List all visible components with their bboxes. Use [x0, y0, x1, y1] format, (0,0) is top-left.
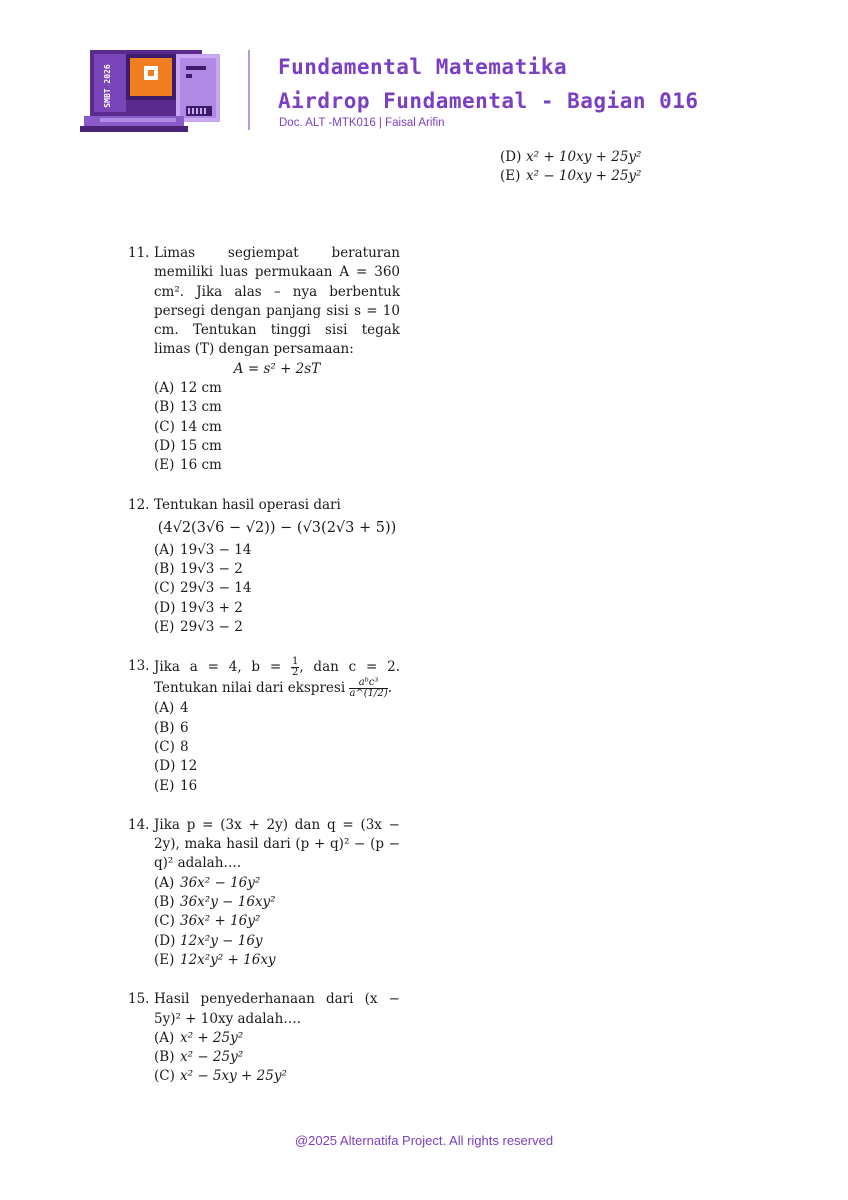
option-text: 14 cm: [180, 418, 222, 435]
option-letter: (D): [154, 437, 176, 454]
page-subtitle: Airdrop Fundamental - Bagian 016: [278, 89, 699, 113]
option-text: 16 cm: [180, 457, 222, 474]
question-12: [128, 496, 400, 638]
fraction-denominator: 2: [291, 667, 299, 679]
page-footer: @2025 Alternatifa Project. All rights reserved: [294, 1133, 554, 1148]
fraction-numerator: 1: [291, 656, 299, 668]
option-item: [128, 1048, 400, 1067]
option-letter: (E): [154, 951, 175, 968]
option-item: [128, 699, 400, 718]
question-number: 13.: [128, 658, 150, 675]
option-letter: (C): [154, 738, 175, 755]
option-letter: (B): [154, 1049, 175, 1066]
option-item: [128, 893, 400, 912]
option-item: [128, 1029, 400, 1048]
option-text: 4: [180, 700, 189, 717]
option-letter: (E): [154, 777, 175, 794]
question-formula: A = s² + 2sT: [233, 360, 321, 377]
option-item: [128, 456, 400, 475]
option-item: [128, 437, 400, 456]
document-info: Doc. ALT -MTK016 | Faisal Arifin: [279, 117, 445, 129]
option-item: [128, 1067, 400, 1086]
option-item: [500, 148, 740, 167]
question-text: Limas segiempat beraturan memiliki luas permukaan A = 360 cm². Jika alas – nya berbentuk persegi dengan panjang sisi s = 10 cm. Tentukan tinggi sisi tegak limas (T) dengan persamaan:: [154, 245, 400, 358]
option-letter: (B): [154, 719, 175, 736]
page-header: [0, 0, 848, 140]
option-text: 29√3 − 2: [180, 619, 243, 636]
expression-denominator: a^(1/2): [349, 688, 388, 700]
header-divider: [248, 50, 250, 130]
question-text: Tentukan hasil operasi dari: [154, 496, 341, 513]
option-text: x² − 25y²: [180, 1049, 244, 1066]
question-formula: (4√2(3√6 − √2)) − (√3(2√3 + 5)): [157, 519, 397, 536]
question-text: Hasil penyederhanaan dari (x − 5y)² + 10xy adalah….: [154, 991, 400, 1027]
question-text: [154, 657, 400, 699]
option-letter: (D): [500, 149, 522, 165]
option-text: 16: [180, 777, 198, 794]
option-text: 13 cm: [180, 399, 222, 416]
question-text-part: .: [387, 680, 392, 697]
question-number: 15.: [128, 991, 150, 1008]
option-text: 36x² + 16y²: [180, 913, 261, 930]
question-number: 12.: [128, 496, 150, 513]
question-number: 11.: [128, 245, 150, 261]
option-item: [128, 738, 400, 757]
question-11: [128, 244, 400, 476]
question-14: [128, 816, 400, 970]
option-letter: (B): [154, 894, 175, 911]
option-item: [128, 599, 400, 618]
page-title: Fundamental Matematika: [278, 55, 568, 79]
option-text: 19√3 − 14: [180, 541, 252, 558]
option-item: [128, 541, 400, 560]
option-letter: (D): [154, 932, 176, 949]
option-letter: (E): [500, 168, 521, 185]
retro-computer-logo: [80, 46, 224, 134]
option-letter: (E): [154, 619, 175, 636]
question-13: [128, 657, 400, 795]
expression-numerator: aᵇc³: [349, 678, 387, 689]
option-letter: (B): [154, 399, 175, 416]
right-column: [500, 148, 740, 187]
option-item: [500, 167, 740, 186]
question-text: Jika p = (3x + 2y) dan q = (3x − 2y), maka hasil dari (p + q)² − (p − q)² adalah….: [154, 816, 400, 872]
option-item: [128, 874, 400, 893]
option-letter: (B): [154, 561, 175, 578]
option-item: [128, 579, 400, 598]
logo-text: SMBT 2026: [103, 64, 112, 108]
option-item: [128, 932, 400, 951]
option-item: [128, 618, 400, 637]
option-item: [128, 757, 400, 776]
option-letter: (A): [154, 541, 175, 558]
option-letter: (A): [154, 700, 175, 717]
question-text-part: , dan c = 2. Tentukan nilai dari ekspresi: [154, 659, 400, 697]
option-letter: (C): [154, 1068, 175, 1085]
option-text: 12x²y − 16y: [180, 932, 263, 949]
option-text: 19√3 + 2: [180, 599, 243, 616]
option-letter: (E): [154, 457, 175, 474]
option-letter: (C): [154, 580, 175, 597]
option-item: [128, 560, 400, 579]
option-text: 36x² − 16y²: [180, 874, 261, 891]
option-letter: (A): [154, 380, 175, 397]
option-item: [128, 398, 400, 417]
option-letter: (A): [154, 874, 175, 891]
question-text-part: Jika a = 4, b =: [154, 659, 291, 676]
option-letter: (D): [154, 758, 176, 775]
option-item: [128, 777, 400, 796]
option-text: 6: [180, 719, 189, 736]
left-column: [128, 244, 400, 1107]
expression-fraction: [349, 678, 387, 699]
question-number: 14.: [128, 816, 150, 833]
option-text: 12 cm: [180, 380, 222, 397]
option-letter: (A): [154, 1029, 175, 1046]
option-item: [128, 379, 400, 398]
option-text: 12: [180, 758, 198, 775]
option-text: x² − 10xy + 25y²: [526, 168, 642, 185]
option-text: 8: [180, 738, 189, 755]
option-item: [128, 951, 400, 970]
option-text: 15 cm: [180, 437, 222, 454]
option-text: 19√3 − 2: [180, 561, 243, 578]
option-item: [128, 418, 400, 437]
option-letter: (D): [154, 599, 176, 616]
option-item: [128, 912, 400, 931]
option-text: 29√3 − 14: [180, 580, 252, 597]
option-text: x² − 5xy + 25y²: [180, 1068, 287, 1085]
option-letter: (C): [154, 913, 175, 930]
option-text: 36x²y − 16xy²: [180, 894, 276, 911]
option-item: [128, 719, 400, 738]
option-text: 12x²y² + 16xy: [180, 951, 276, 968]
option-letter: (C): [154, 418, 175, 435]
option-text: x² + 25y²: [180, 1029, 244, 1046]
question-15: [128, 990, 400, 1086]
option-text: x² + 10xy + 25y²: [526, 149, 642, 165]
